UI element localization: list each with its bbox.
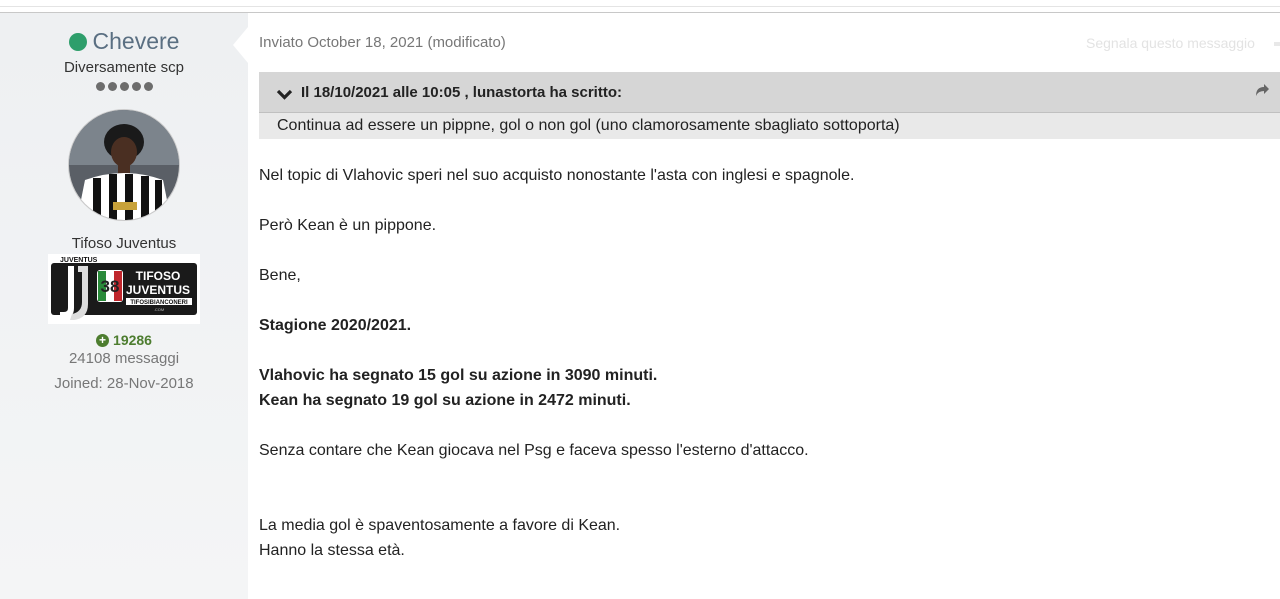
author-name-row [0, 28, 248, 55]
avatar[interactable] [68, 109, 180, 221]
svg-text:TIFOSO: TIFOSO [135, 269, 181, 283]
online-status-icon [69, 33, 87, 51]
author-post-count: 24108 messaggi [68, 350, 180, 367]
author-group: Diversamente scp [63, 59, 185, 76]
rank-pip-icon [144, 82, 153, 91]
rank-pip-icon [96, 82, 105, 91]
post-line-bold: Stagione 2020/2021. [259, 317, 412, 334]
author-panel [0, 13, 248, 599]
share-arrow-icon[interactable] [1255, 83, 1270, 97]
post-line: Nel topic di Vlahovic speri nel suo acquisto nonostante l'asta con inglesi e spagnole. [259, 167, 855, 184]
rank-pip-icon [108, 82, 117, 91]
rank-pip-icon [132, 82, 141, 91]
post-line: Senza contare che Kean giocava nel Psg e faceva spesso l'esterno d'attacco. [259, 442, 809, 459]
author-joined-date: Joined: 28-Nov-2018 [54, 375, 194, 392]
post-line: Bene, [259, 267, 301, 284]
plus-circle-icon: + [96, 334, 109, 347]
author-title: Tifoso Juventus [71, 235, 177, 252]
chevron-down-icon[interactable] [276, 89, 293, 100]
post-line: La media gol è spaventosamente a favore di Kean. [259, 517, 621, 534]
post-line: Hanno la stessa età. [259, 542, 405, 559]
rank-pips [0, 82, 248, 91]
reputation-count: 19286 [113, 332, 152, 348]
svg-text:JUVENTUS: JUVENTUS [125, 283, 191, 297]
post-line-bold: Kean ha segnato 19 gol su azione in 2472 minuti. [259, 392, 631, 409]
post-meta: Inviato October 18, 2021 (modificato) [259, 34, 506, 51]
report-link[interactable]: Segnala questo messaggio [1086, 35, 1255, 51]
quote-header[interactable] [259, 72, 1280, 112]
reputation[interactable] [0, 332, 248, 348]
svg-text:.COM: .COM [153, 307, 165, 312]
juventus-badge-image [48, 254, 200, 324]
quote-title: Il 18/10/2021 alle 10:05 , lunastorta ha scritto: [301, 83, 622, 101]
quote-body: Continua ad essere un pippne, gol o non gol (uno clamorosamente sbagliato sottoporta) [259, 112, 1280, 139]
post-pointer-arrow [233, 27, 248, 63]
quote-block [259, 72, 1280, 138]
svg-text:38: 38 [100, 277, 120, 296]
author-username[interactable]: Chevere [92, 28, 180, 54]
post-menu-icon[interactable] [1274, 42, 1280, 46]
top-border [0, 0, 1280, 13]
svg-text:TIFOSIBIANCONERI: TIFOSIBIANCONERI [130, 300, 188, 306]
svg-text:JUVENTUS: JUVENTUS [60, 257, 98, 264]
post-line: Però Kean è un pippone. [259, 217, 437, 234]
post-line-bold: Vlahovic ha segnato 15 gol su azione in 3090 minuti. [259, 367, 658, 384]
rank-pip-icon [120, 82, 129, 91]
